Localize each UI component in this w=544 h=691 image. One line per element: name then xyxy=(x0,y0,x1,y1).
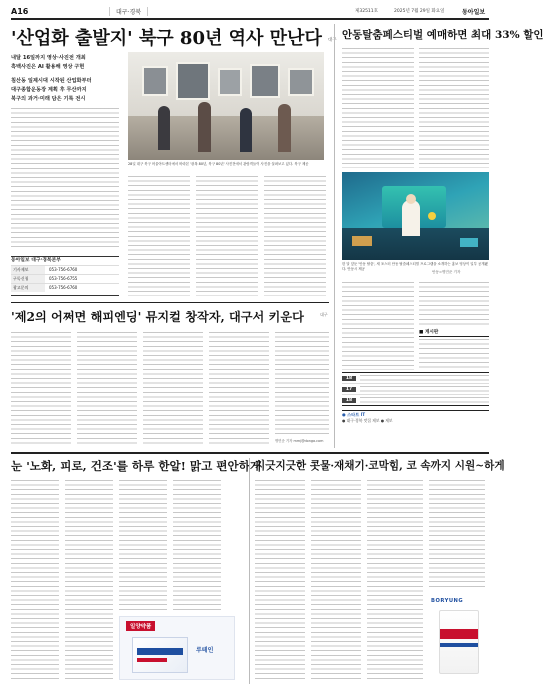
subhead: 흑백사진은 AI 활용해 영상 구현 xyxy=(11,64,85,70)
ad2-title: 지긋지긋한 콧물·재채기·코막힘, 코 속까지 시원~하게 xyxy=(255,460,505,472)
article2-body-col2 xyxy=(77,332,137,444)
ad2-body-col4 xyxy=(429,480,485,590)
event-tv xyxy=(342,373,489,384)
event-table xyxy=(342,372,489,406)
info-row-value: 053-756-6760 xyxy=(49,285,78,290)
section-label: 대구·경북 xyxy=(109,7,148,16)
ad2-product-image xyxy=(439,610,479,674)
article3-body-col1 xyxy=(342,48,414,168)
info-row xyxy=(11,283,119,292)
article1-body-col1 xyxy=(11,108,119,250)
article1-photo xyxy=(128,52,324,160)
ads-top-rule xyxy=(11,452,489,454)
article2-body-col3 xyxy=(143,332,203,444)
article1-body-col2 xyxy=(128,176,190,296)
subhead: 북구의 과거·미래 담은 기록 전시 xyxy=(11,96,86,102)
ad1-body-col3 xyxy=(119,480,167,610)
article2-top-rule xyxy=(11,302,329,303)
article3-caption: 한 달 앞둔 '안동 탈춤', 새 포스터 안동 탈춤페스티벌 프로그램을 소개하는 홍보 영상이 일부 공개됐다. 안동시 제공 xyxy=(342,262,488,271)
ad2-brand: BORYUNG xyxy=(431,598,464,604)
event-row xyxy=(342,395,489,406)
ad1-brand: 일양약품 xyxy=(126,621,155,631)
article1-caption: 28일 대구 북구 어울아트센터에서 바라본 '광복 80년, 북구 80년' 사진전에서 관람객들이 사진을 살펴보고 있다. 북구 제공 xyxy=(128,162,309,166)
page-header xyxy=(11,7,489,17)
article3-photo xyxy=(342,172,489,260)
article3-body-col2 xyxy=(419,48,489,168)
news-brief xyxy=(419,330,489,370)
article3-byline: 안동=명민준 기자 xyxy=(432,270,461,274)
ad1-product-box xyxy=(119,616,235,680)
issue-number: 제32511호 xyxy=(355,9,379,14)
paper-name: 동아일보 xyxy=(462,9,486,16)
info-row-value: 053-756-6755 xyxy=(49,276,78,281)
tv-label: ● 스타트 IT xyxy=(342,412,366,417)
article1-body-col4 xyxy=(264,176,326,296)
ad1-body-col2 xyxy=(65,480,113,680)
info-row-label: 기사제보 xyxy=(11,266,45,274)
article2-tag: 대구 xyxy=(320,312,328,317)
ad1-product-image xyxy=(132,637,188,673)
info-row-value: 053-756-6760 xyxy=(49,267,78,272)
column-divider xyxy=(334,24,335,448)
ad2-body-col3 xyxy=(367,480,423,680)
article2-byline: 명민준 기자 mmj@donga.com xyxy=(275,439,324,443)
ad2-product-box xyxy=(429,596,489,680)
info-row xyxy=(11,265,119,274)
event-day: 17 xyxy=(342,387,356,392)
subhead: 침산동 일제시대 시작된 산업화부터 xyxy=(11,78,92,84)
tv-strip xyxy=(342,410,489,430)
tv-title: ● 대구·경북 맛집 제보 ● 제보 xyxy=(342,418,393,423)
event-day: 18 xyxy=(342,398,356,403)
article1-tag: 대구 xyxy=(328,38,337,43)
info-row xyxy=(11,274,119,283)
issue-date: 2025년 7월 29일 화요일 xyxy=(394,9,445,14)
ads-divider xyxy=(249,458,250,684)
article2-body-col4 xyxy=(209,332,269,444)
article2-body-col5 xyxy=(275,332,329,436)
ad2[interactable] xyxy=(255,458,505,684)
info-row-label: 구독신청 xyxy=(11,275,45,283)
page-number: A16 xyxy=(11,7,29,16)
article3-body-col3 xyxy=(342,282,414,370)
ad1-product: 루테인 xyxy=(196,647,214,654)
info-row-label: 광고문의 xyxy=(11,284,45,292)
article1-title: '산업화 출발지' 북구 80년 역사 만난다 xyxy=(11,28,322,49)
article3-title: 안동탈춤페스티벌 예매하면 최대 33% 할인 xyxy=(342,29,544,41)
info-box xyxy=(11,256,119,296)
article2-body-col1 xyxy=(11,332,71,444)
ad1-body-col4 xyxy=(173,480,221,610)
ad2-body-col2 xyxy=(311,480,361,680)
header-rule xyxy=(11,18,489,20)
ad1-title: 눈 '노화, 피로, 건조'를 하루 한알! 맑고 편안하게 xyxy=(11,459,262,473)
article2-title: '제2의 어쩌면 해피엔딩' 뮤지컬 창작자, 대구서 키운다 xyxy=(11,310,304,324)
article3-body-col4 xyxy=(419,282,489,326)
info-box-title: 동아일보 대구·경북본부 xyxy=(11,258,61,263)
ad1[interactable] xyxy=(11,458,262,684)
subhead: 대구종합운동장 계획 후 무산까지 xyxy=(11,87,87,93)
event-day: 18 xyxy=(342,376,356,381)
ad1-body-col1 xyxy=(11,480,59,680)
article1-body-col3 xyxy=(196,176,258,296)
subhead: 내달 16일까지 영상·사진전 개최 xyxy=(11,55,86,61)
ad2-body-col1 xyxy=(255,480,305,680)
event-row xyxy=(342,384,489,395)
article1-subheads xyxy=(11,54,121,104)
news-brief-label: ■ 게시판 xyxy=(419,330,489,337)
